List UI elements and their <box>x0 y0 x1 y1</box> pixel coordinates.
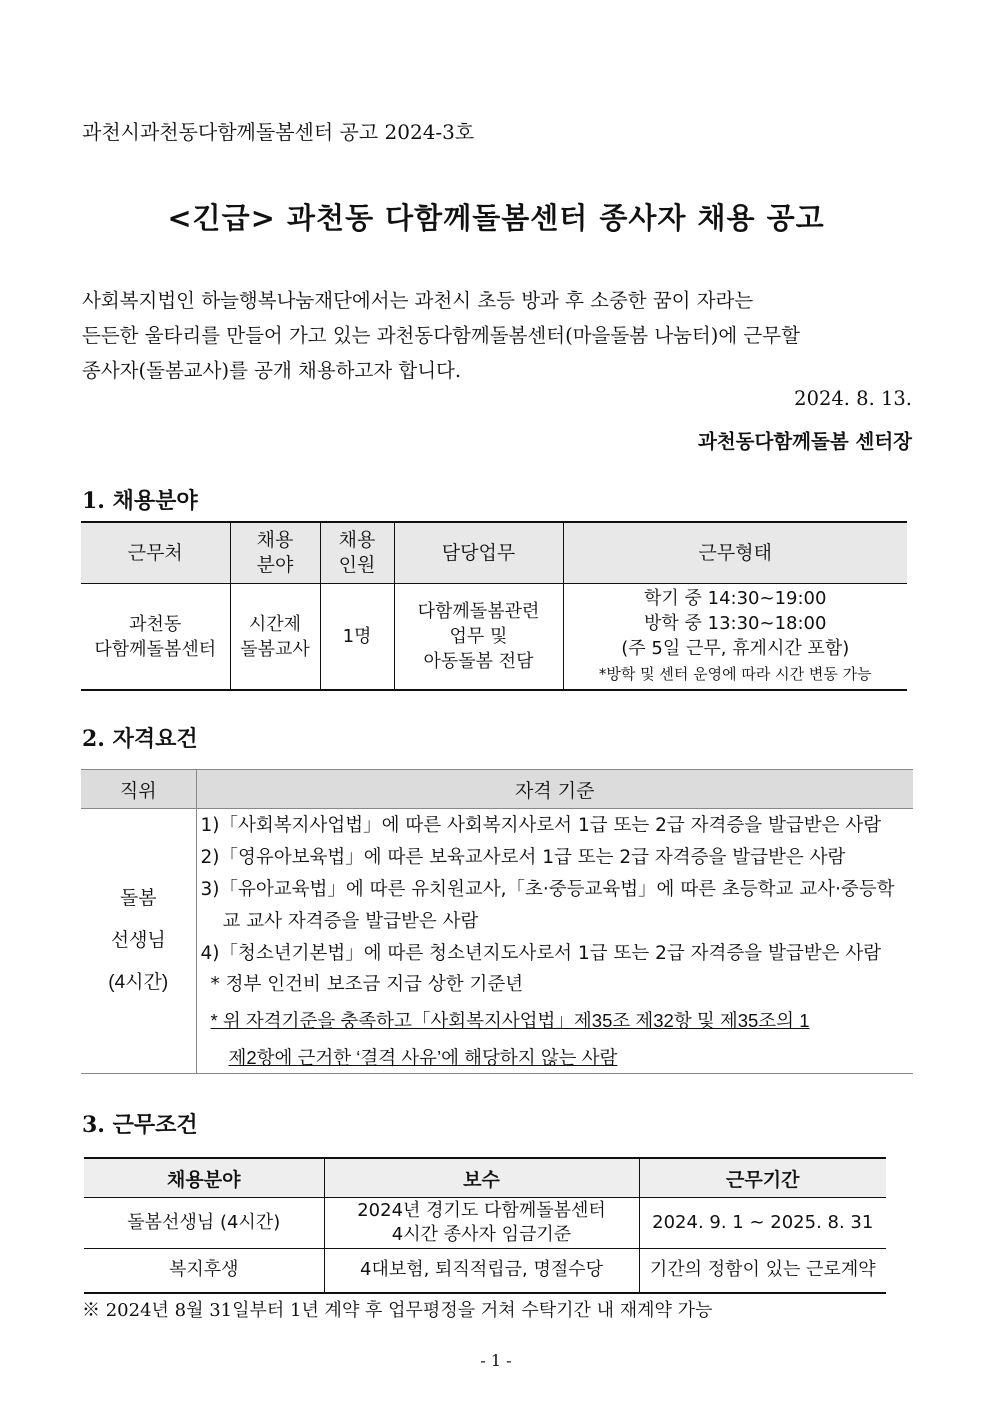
cell-duty: 다함께돌봄관련 업무 및 아동돌봄 전담 <box>394 584 563 691</box>
cell-criteria <box>196 809 913 1074</box>
table-row <box>84 1198 886 1249</box>
cell-contract: 기간의 정함이 있는 근로계약 <box>639 1249 886 1293</box>
header-count: 채용 인원 <box>320 522 394 584</box>
qualification-1: 1)「사회복지사업법」에 따른 사회복지사로서 1급 또는 2급 자격증을 발급받은 사람 <box>200 814 882 836</box>
recruitment-table <box>81 521 907 691</box>
qualifications-table <box>81 769 913 1074</box>
table-header-row <box>81 770 913 809</box>
header-period: 근무기간 <box>639 1158 886 1198</box>
cell-period: 2024. 9. 1 ~ 2025. 8. 31 <box>639 1198 886 1249</box>
cell-position: 돌봄 선생님 (4시간) <box>81 809 196 1074</box>
intro-line-1: 사회복지법인 하늘행복나눔재단에서는 과천시 초등 방과 후 소중한 꿈이 자라는 <box>82 289 754 312</box>
footnote: ※ 2024년 8월 31일부터 1년 계약 후 업무평정을 거쳐 수탁기간 내 재계약 가능 <box>82 1300 713 1321</box>
intro-line-2: 든든한 울타리를 만들어 가고 있는 과천동다함께돌봄센터(마을돌봄 나눔터)에 근무할 <box>82 324 800 347</box>
header-salary: 보수 <box>324 1158 639 1198</box>
page-number: - 1 - <box>480 1351 512 1370</box>
header-field: 채용분야 <box>84 1158 324 1198</box>
section-heading-conditions: 3. 근무조건 <box>82 1112 198 1138</box>
header-duty: 담당업무 <box>394 522 563 584</box>
header-workplace: 근무처 <box>81 522 230 584</box>
cell-welfare: 4대보험, 퇴직적립금, 명절수당 <box>324 1249 639 1293</box>
header-position: 직위 <box>81 770 196 809</box>
notice-number: 과천시과천동다함께돌봄센터 공고 2024-3호 <box>82 120 475 144</box>
qualification-4: 4)「청소년기본법」에 따른 청소년지도사로서 1급 또는 2급 자격증을 발급받은 사람 <box>200 942 882 964</box>
section-heading-recruitment: 1. 채용분야 <box>82 488 198 514</box>
page-title: <긴급> 과천동 다함께돌봄센터 종사자 채용 공고 <box>167 201 825 235</box>
header-work-type: 근무형태 <box>563 522 907 584</box>
cell-hours <box>563 584 907 691</box>
intro-line-3: 종사자(돌봄교사)를 공개 채용하고자 합니다. <box>82 359 462 382</box>
header-criteria: 자격 기준 <box>196 770 913 809</box>
qualification-note-1: * 정부 인건비 보조금 지급 상한 기준년 <box>210 973 524 995</box>
table-row <box>81 809 913 1074</box>
section-heading-qualifications: 2. 자격요건 <box>82 726 198 752</box>
cell-salary: 2024년 경기도 다함께돌봄센터 4시간 종사자 임금기준 <box>324 1198 639 1249</box>
cell-field: 시간제 돌봄교사 <box>230 584 320 691</box>
qualification-note-2-cont: 제2항에 근거한 ‘결격 사유’에 해당하지 않는 사람 <box>228 1046 618 1068</box>
hours-note: *방학 및 센터 운영에 따라 시간 변동 가능 <box>598 665 872 683</box>
qualification-2: 2)「영유아보육법」에 따른 보육교사로서 1급 또는 2급 자격증을 발급받은 사람 <box>200 846 846 868</box>
conditions-table <box>84 1157 886 1294</box>
table-header-row <box>81 522 907 584</box>
notice-date: 2024. 8. 13. <box>794 387 912 410</box>
signer: 과천동다함께돌봄 센터장 <box>698 430 912 453</box>
hours-text: 학기 중 14:30~19:00 방학 중 13:30~18:00 (주 5일 근무, 휴게시간 포함) <box>621 588 850 659</box>
table-row <box>84 1249 886 1293</box>
cell-welfare-label: 복지후생 <box>84 1249 324 1293</box>
cell-workplace: 과천동 다함께돌봄센터 <box>81 584 230 691</box>
table-row <box>81 584 907 691</box>
cell-count: 1명 <box>320 584 394 691</box>
qualification-3: 3)「유아교육법」에 따른 유치원교사,「초·중등교육법」에 따른 초등학교 교사·중등학 <box>200 878 895 900</box>
qualification-3-cont: 교 교사 자격증을 발급받은 사람 <box>222 910 479 932</box>
cell-field: 돌봄선생님 (4시간) <box>84 1198 324 1249</box>
header-field: 채용 분야 <box>230 522 320 584</box>
qualification-note-2: * 위 자격기준을 충족하고「사회복지사업법」제35조 제32항 및 제35조의 1 <box>210 1009 810 1031</box>
table-header-row <box>84 1158 886 1198</box>
